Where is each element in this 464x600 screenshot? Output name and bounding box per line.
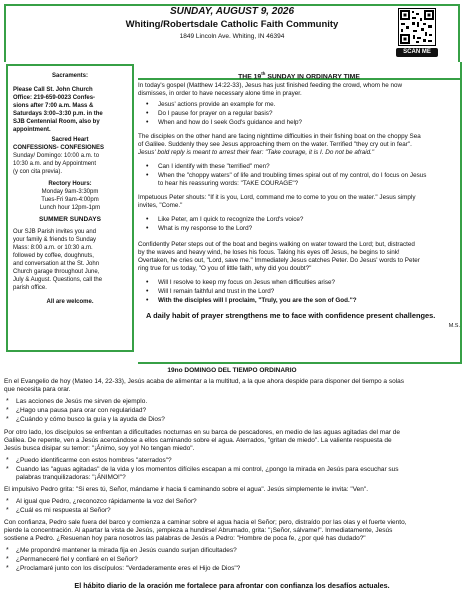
english-paragraph: ring true for us today, "O you of little faith, why did you doubt?"	[138, 265, 312, 272]
spanish-bullet-cont: palabras tranquilizadoras: "¡ÁNIMO!"?	[16, 474, 126, 481]
english-paragraph: invites, "Come."	[138, 202, 183, 209]
english-title-text: THE 19	[238, 73, 262, 81]
sacraments-line: Saturdays 3:00–3:30 p.m. in the	[13, 111, 103, 117]
sacraments-line: Please Call St. John Church	[13, 87, 93, 93]
info-sidebar	[6, 64, 134, 352]
english-bullet: With the disciples will I proclaim, "Truly, you are the son of God."?	[158, 297, 357, 304]
english-paragraph: Overtaken, he cries out, "Lord, save me." Immediately Jesus catches Peter. Do Jesus' words to Peter	[138, 257, 420, 264]
bullet-icon: *	[6, 507, 9, 514]
spanish-bullet: Cuando las "aguas agitadas" de la vida y los momentos difíciles escapan a mi control, ¿pongo la mirada en Jesús para escuchar sus	[16, 466, 399, 473]
spanish-paragraph: En el Evangelio de hoy (Mateo 14, 22-33), Jesús acaba de alimentar a la multitud, a la que ahora despide para disponer del tiempo a solas	[4, 378, 404, 385]
spanish-bullet: ¿Proclamaré junto con los discípulos: "Verdaderamente eres el Hijo de Dios"?	[16, 565, 241, 572]
spanish-paragraph: Jesús busca disipar su temor: "¡Ánimo, soy yo! No tengan miedo".	[4, 445, 195, 452]
bullet-icon: •	[146, 288, 149, 295]
bullet-icon: *	[6, 398, 9, 405]
confession-line: (y con cita previa).	[13, 169, 63, 175]
spanish-bullet: Las acciones de Jesús me sirven de ejemplo.	[16, 398, 148, 405]
bullet-icon: *	[6, 407, 9, 414]
english-paragraph: by the waves and heavy wind, he loses his focus. Taking his eyes off Jesus, he begins to sink!	[138, 249, 400, 256]
english-bullet: What is my response to the Lord?	[158, 225, 253, 232]
english-bullet: When and how do I seek God's guidance and help?	[158, 119, 303, 126]
sacraments-line: appointment.	[13, 127, 51, 133]
sacraments-line: SJB Centennial Room, also by	[13, 119, 100, 125]
bullet-icon: •	[146, 225, 149, 232]
spanish-paragraph: sostiene a Pedro. ¿Resuenan hoy para nosotros las palabras de Jesús a Pedro: "Hombre de poca fe, ¿por qué has dudado?"	[4, 535, 366, 542]
spanish-closing: El hábito diario de la oración me fortalece para afrontar con confianza los desafíos actuales.	[74, 581, 390, 590]
spanish-paragraph: Por otro lado, los discípulos se enfrentan a dificultades nocturnas en su barca de pescadores, en medio de las aguas agitadas del mar de	[4, 429, 401, 436]
confession-line: 10:30 a.m. and by Appointment	[13, 161, 97, 167]
english-bullet: Jesus' actions provide an example for me.	[158, 101, 276, 108]
scan-me-badge: SCAN ME	[396, 48, 438, 57]
spanish-paragraph: El impulsivo Pedro grita: "Si eres tú, Señor, mándame ir hacia ti caminando sobre el agua". Jesús simplemente le invita: "Ven".	[4, 486, 369, 493]
bullet-icon: •	[146, 119, 149, 126]
bulletin-header	[0, 0, 464, 60]
english-paragraph: Impetuous Peter shouts: "If it is you, Lord, command me to come to you on the water." Jesus simply	[138, 194, 416, 201]
english-paragraph: The disciples on the other hand are facing nighttime difficulties in their fishing boat on the choppy Sea	[138, 133, 421, 140]
bulletin-date: SUNDAY, AUGUST 9, 2026	[169, 6, 295, 17]
summer-line: Our SJB Parish invites you and	[13, 229, 97, 235]
parish-address: 1849 Lincoln Ave. Whiting, IN 46394	[179, 33, 285, 40]
welcome-text: All are welcome.	[46, 299, 94, 305]
english-bullet: Will I remain faithful and trust in the Lord?	[158, 288, 275, 295]
confession-subtitle: CONFESSIONS- CONFESIONES	[13, 145, 105, 151]
english-title	[138, 70, 460, 81]
confession-title: Sacred Heart	[51, 137, 89, 143]
rectory-title: Rectory Hours:	[48, 181, 92, 187]
bullet-icon: •	[146, 163, 149, 170]
bullet-icon: *	[6, 416, 9, 423]
spanish-bullet: Al igual que Pedro, ¿reconozco rápidamente la voz del Señor?	[16, 498, 197, 505]
english-paragraph: Jesus' bold reply is meant to arrest their fear: "Take courage, it is I. Do not be afraid."	[138, 149, 375, 156]
sacraments-title: Sacraments:	[51, 73, 89, 79]
bullet-icon: *	[6, 547, 9, 554]
english-bullet: Will I resolve to keep my focus on Jesus when difficulties arise?	[158, 279, 335, 286]
sacraments-line: sions after 7:00 a.m. Mass &	[13, 103, 94, 109]
bullet-icon: •	[146, 279, 149, 286]
bullet-icon: •	[146, 216, 149, 223]
bullet-icon: *	[6, 498, 9, 505]
summer-line: Mass: 8:00 a.m. or 10:30 a.m.	[13, 245, 93, 251]
bullet-icon: •	[146, 172, 149, 179]
english-paragraph: dismisses, in order to have necessary alone time in prayer.	[138, 90, 302, 97]
english-paragraph: of Galilee. Suddenly they see Jesus approaching them on the water. Terrified "they cry out in fear".	[138, 141, 412, 148]
spanish-paragraph: Galilea. De repente, ven a Jesús acercándose a ellos caminando sobre el agua. Aterrados, "gritan de miedo". La valiente respuesta de	[4, 437, 392, 444]
english-title-sup: th	[261, 71, 266, 76]
summer-line: parish office.	[13, 285, 47, 291]
spanish-title: 19no DOMINGO DEL TIEMPO ORDINARIO	[167, 367, 297, 374]
confession-line: Sunday/ Domingo: 10:00 a.m. to	[13, 153, 100, 159]
summer-line: your family & friends to Sunday	[13, 237, 97, 243]
bullet-icon: •	[146, 110, 149, 117]
english-bullet-cont: to hear his reassuring words: "TAKE COURAGE"?	[158, 180, 299, 187]
summer-title: SUMMER SUNDAYS	[39, 216, 101, 223]
sacraments-line: Office: 219-659-0023 Confes-	[13, 95, 96, 101]
summer-line: Church garage throughout June,	[13, 269, 100, 275]
summer-line: July & August. Questions, call the	[13, 277, 103, 283]
english-closing: A daily habit of prayer strengthens me to face with confidence present challenges.	[146, 311, 436, 320]
spanish-bullet: ¿Hago una pausa para orar con regularidad?	[16, 407, 147, 414]
author-initials: M.S.	[448, 323, 460, 329]
bullet-icon: *	[6, 466, 9, 473]
rectory-line: Monday 9am-3:30pm	[41, 189, 99, 195]
english-bullet: Like Peter, am I quick to recognize the Lord's voice?	[158, 216, 304, 223]
spanish-bullet: ¿Me propondré mantener la mirada fija en Jesús cuando surjan dificultades?	[16, 547, 237, 554]
qr-code-icon[interactable]	[398, 8, 436, 46]
bullet-icon: *	[6, 457, 9, 464]
spanish-paragraph: pierde la concentración. Al apartar la vista de Jesús, ¡empieza a hundirse! Abrumado, grita: "¡Señor, sálvame!". Inmediatamente, Jesús	[4, 527, 393, 534]
bullet-icon: *	[6, 565, 9, 572]
spanish-bullet: ¿Permaneceré fiel y confiaré en el Señor?	[16, 556, 138, 563]
rectory-line: Tues-Fri 9am-4:00pm	[41, 197, 99, 203]
english-bullet: Can I identify with these "terrified" men?	[158, 163, 270, 170]
spanish-bullet: ¿Cuál es mi respuesta al Señor?	[16, 507, 111, 514]
english-paragraph: Confidently Peter steps out of the boat and begins walking on water toward the Lord; but, distracted	[138, 241, 415, 248]
bullet-icon: •	[146, 297, 149, 304]
english-paragraph: In today's gospel (Matthew 14:22-33), Jesus has just finished feeding the crowd, whom he now	[138, 82, 403, 89]
spanish-paragraph: Con confianza, Pedro sale fuera del barco y comienza a caminar sobre el agua hacia el Señor; pero, distraído por las olas y el fuerte viento,	[4, 519, 407, 526]
summer-line: followed by coffee, doughnuts,	[13, 253, 94, 259]
spanish-bullet: ¿Puedo identificarme con estos hombres "aterrados"?	[16, 457, 172, 464]
frame-bottom-border	[138, 362, 462, 364]
bullet-icon: •	[146, 101, 149, 108]
parish-name: Whiting/Robertsdale Catholic Faith Community	[125, 19, 339, 30]
english-bullet: Do I pause for prayer on a regular basis?	[158, 110, 273, 117]
english-title-rest: SUNDAY IN ORDINARY TIME	[265, 73, 360, 81]
bullet-icon: *	[6, 556, 9, 563]
summer-line: and conversation at the St. John	[13, 261, 100, 267]
english-bullet: When the "choppy waters" of life and troubling times spiral out of my control, do I focus on Jesus	[158, 172, 427, 179]
spanish-paragraph: que necesita para orar.	[4, 386, 71, 393]
rectory-line: Lunch hour 12pm-1pm	[39, 205, 101, 211]
spanish-bullet: ¿Cuándo y cómo busco la guía y la ayuda de Dios?	[16, 416, 165, 423]
